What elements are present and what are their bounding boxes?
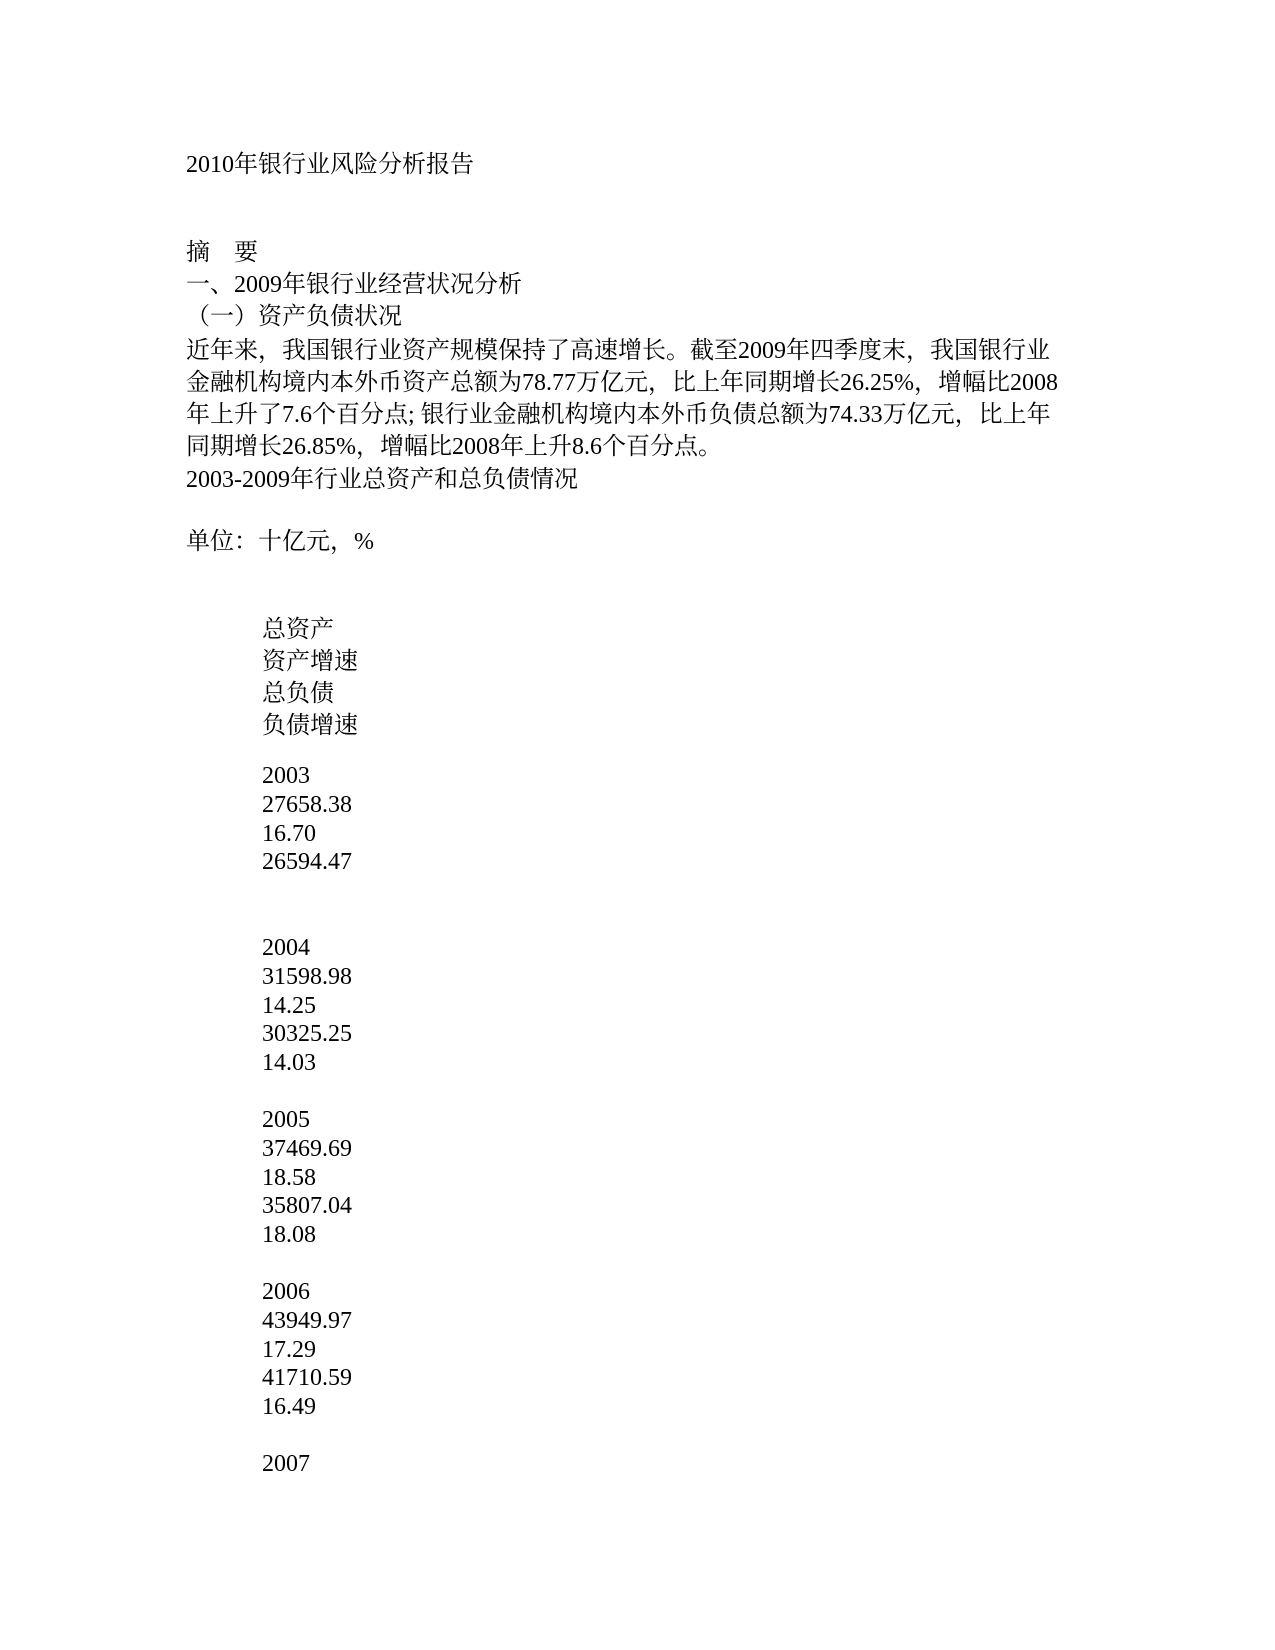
section-heading: 一、2009年银行业经营状况分析 <box>186 272 522 298</box>
table-row-year: 2005 <box>262 1107 310 1133</box>
table-header-cell: 总资产 <box>262 617 334 643</box>
table-unit-label: 单位：十亿元，% <box>186 529 374 555</box>
table-header-cell: 负债增速 <box>262 713 358 739</box>
paragraph-line: 金融机构境内本外币资产总额为78.77万亿元，比上年同期增长26.25%，增幅比2008 <box>186 370 1058 396</box>
table-cell: 14.25 <box>262 992 316 1019</box>
table-row-year: 2006 <box>262 1279 310 1305</box>
table-row <box>262 1450 310 1479</box>
abstract-heading <box>186 238 258 268</box>
table-row-year: 2004 <box>262 935 310 961</box>
table-cell <box>262 877 352 906</box>
table-cell: 37469.69 <box>262 1135 352 1162</box>
table-caption: 2003-2009年行业总资产和总负债情况 <box>186 467 578 493</box>
paragraph-line: 年上升了7.6个百分点; 银行业金融机构境内本外币负债总额为74.33万亿元，比上年 <box>186 402 1051 428</box>
paragraph-line: 同期增长26.85%，增幅比2008年上升8.6个百分点。 <box>186 434 722 460</box>
table-cell: 18.08 <box>262 1222 316 1249</box>
table-header-cell: 总负债 <box>262 681 334 707</box>
table-row-year: 2003 <box>262 763 310 789</box>
body-paragraph <box>186 335 1086 463</box>
table-cell: 17.29 <box>262 1336 316 1363</box>
table-cell: 26594.47 <box>262 849 352 876</box>
subsection-heading: （一）资产负债状况 <box>186 304 402 330</box>
table-row <box>262 1106 352 1250</box>
table-cell: 35807.04 <box>262 1193 352 1220</box>
table-cell: 14.03 <box>262 1050 316 1077</box>
table-cell: 41710.59 <box>262 1365 352 1392</box>
paragraph-line: 近年来，我国银行业资产规模保持了高速增长。截至2009年四季度末，我国银行业 <box>186 338 1050 364</box>
table-cell: 30325.25 <box>262 1021 352 1048</box>
abstract-heading-char-2: 要 <box>234 240 258 266</box>
table-cell: 27658.38 <box>262 791 352 818</box>
table-header <box>262 614 358 742</box>
table-row <box>262 762 352 906</box>
table-row-year: 2007 <box>262 1451 310 1477</box>
table-cell: 31598.98 <box>262 963 352 990</box>
table-cell: 16.49 <box>262 1394 316 1421</box>
table-row <box>262 934 352 1078</box>
table-cell: 16.70 <box>262 820 316 847</box>
document-title: 2010年银行业风险分析报告 <box>186 152 474 178</box>
table-cell: 18.58 <box>262 1164 316 1191</box>
table-cell: 43949.97 <box>262 1307 352 1334</box>
abstract-heading-char-1: 摘 <box>186 240 210 266</box>
table-header-cell: 资产增速 <box>262 649 358 675</box>
table-row <box>262 1278 352 1422</box>
